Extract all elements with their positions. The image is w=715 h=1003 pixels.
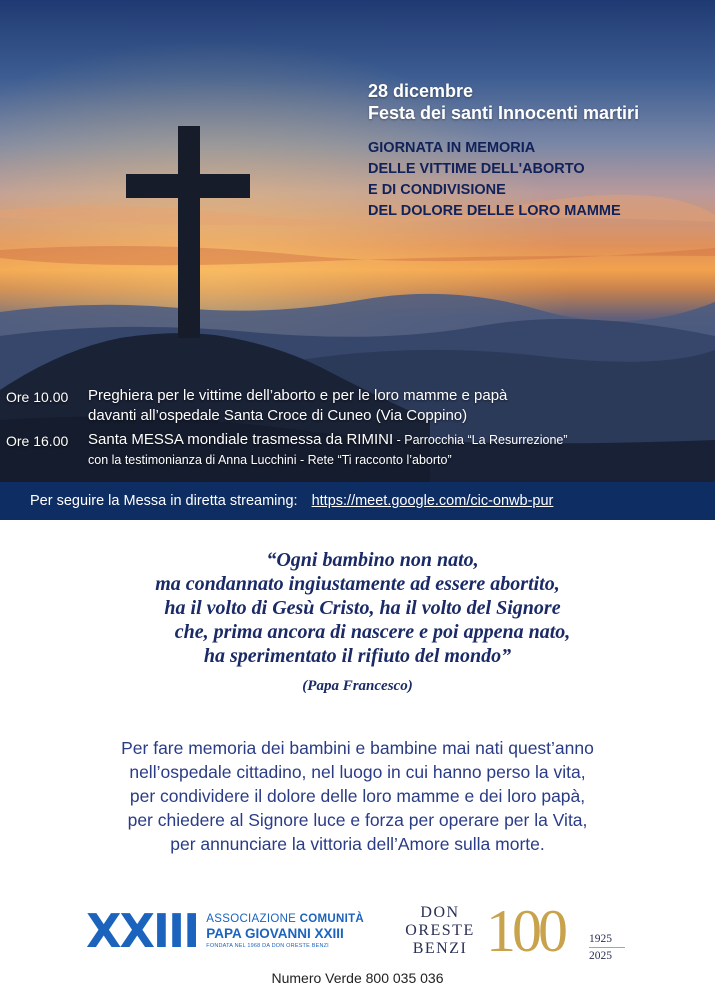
toll-free-number: Numero Verde 800 035 036 bbox=[271, 970, 444, 986]
association-name bbox=[206, 913, 364, 949]
schedule-description bbox=[88, 386, 507, 426]
don-line: DON bbox=[420, 904, 460, 921]
years-divider bbox=[589, 947, 625, 948]
quote-author: (Papa Francesco) bbox=[302, 678, 413, 694]
giornata-line: DEL DOLORE DELLE LORO MAMME bbox=[368, 203, 621, 219]
don-line: BENZI bbox=[412, 940, 468, 957]
year-start: 1925 bbox=[589, 933, 612, 945]
pope-quote bbox=[0, 548, 715, 668]
giornata-line: DELLE VITTIME DELL'ABORTO bbox=[368, 161, 585, 177]
paragraph-line: per condividere il dolore delle loro mamme e dei loro papà, bbox=[129, 786, 586, 806]
schedule-line: con la testimonianza di Anna Lucchini - Rete “Ti racconto l’aborto” bbox=[88, 453, 452, 467]
paragraph-line: per annunciare la vittoria dell’Amore sulla morte. bbox=[170, 834, 545, 854]
purpose-paragraph bbox=[0, 736, 715, 856]
schedule-description bbox=[88, 430, 568, 470]
mass-title: Santa MESSA mondiale trasmessa da RIMINI bbox=[88, 431, 394, 448]
streaming-link[interactable]: https://meet.google.com/cic-onwb-pur bbox=[311, 493, 554, 509]
quote-line: ma condannato ingiustamente ad essere abortito, bbox=[155, 573, 560, 595]
schedule-time: Ore 16.00 bbox=[6, 433, 69, 449]
don-oreste-benzi bbox=[396, 904, 484, 958]
quote-line: ha sperimentato il rifiuto del mondo” bbox=[203, 645, 512, 667]
centenary-number: 100 bbox=[486, 898, 564, 964]
quote-line: “Ogni bambino non nato, bbox=[266, 549, 479, 571]
comunita-logo bbox=[86, 900, 364, 962]
quote-line: che, prima ancora di nascere e poi appena nato, bbox=[174, 621, 571, 643]
hero-image bbox=[0, 0, 715, 482]
quote-line: ha il volto di Gesù Cristo, ha il volto del Signore bbox=[164, 597, 561, 619]
association-bold: COMUNITÀ bbox=[299, 913, 365, 925]
streaming-bar bbox=[0, 482, 715, 520]
year-end: 2025 bbox=[589, 950, 612, 962]
benzi-100-logo bbox=[396, 900, 636, 966]
event-header bbox=[368, 80, 698, 222]
schedule-line: Preghiera per le vittime dell’aborto e per le loro mamme e papà bbox=[88, 387, 508, 404]
parish-name: - Parrocchia “La Resurrezione” bbox=[393, 433, 568, 447]
association-line: PAPA GIOVANNI XXIII bbox=[206, 926, 344, 941]
giornata-title bbox=[368, 138, 698, 222]
schedule bbox=[6, 386, 711, 470]
paragraph-line: per chiedere al Signore luce e forza per operare per la Vita, bbox=[127, 810, 588, 830]
schedule-item bbox=[6, 386, 711, 426]
centenary-years bbox=[589, 932, 625, 963]
don-line: ORESTE bbox=[405, 922, 475, 939]
streaming-text: Per seguire la Messa in diretta streaming: bbox=[30, 493, 298, 509]
schedule-line bbox=[88, 430, 568, 450]
xxiii-logo-mark: XXIII bbox=[86, 904, 199, 958]
giornata-line: GIORNATA IN MEMORIA bbox=[368, 140, 536, 156]
association-line bbox=[206, 913, 364, 925]
association-founded: FONDATA NEL 1968 DA DON ORESTE BENZI bbox=[206, 943, 329, 949]
schedule-item bbox=[6, 430, 711, 470]
cross-icon bbox=[126, 126, 250, 338]
schedule-time: Ore 10.00 bbox=[6, 389, 69, 405]
event-date: 28 dicembre bbox=[368, 81, 474, 101]
schedule-line: davanti all’ospedale Santa Croce di Cuneo (Via Coppino) bbox=[88, 407, 468, 424]
paragraph-line: nell’ospedale cittadino, nel luogo in cui hanno perso la vita, bbox=[129, 762, 586, 782]
association-prefix: ASSOCIAZIONE bbox=[206, 913, 300, 925]
giornata-line: E DI CONDIVISIONE bbox=[368, 182, 506, 198]
paragraph-line: Per fare memoria dei bambini e bambine mai nati quest’anno bbox=[121, 738, 594, 758]
feast-title: Festa dei santi Innocenti martiri bbox=[368, 103, 640, 123]
